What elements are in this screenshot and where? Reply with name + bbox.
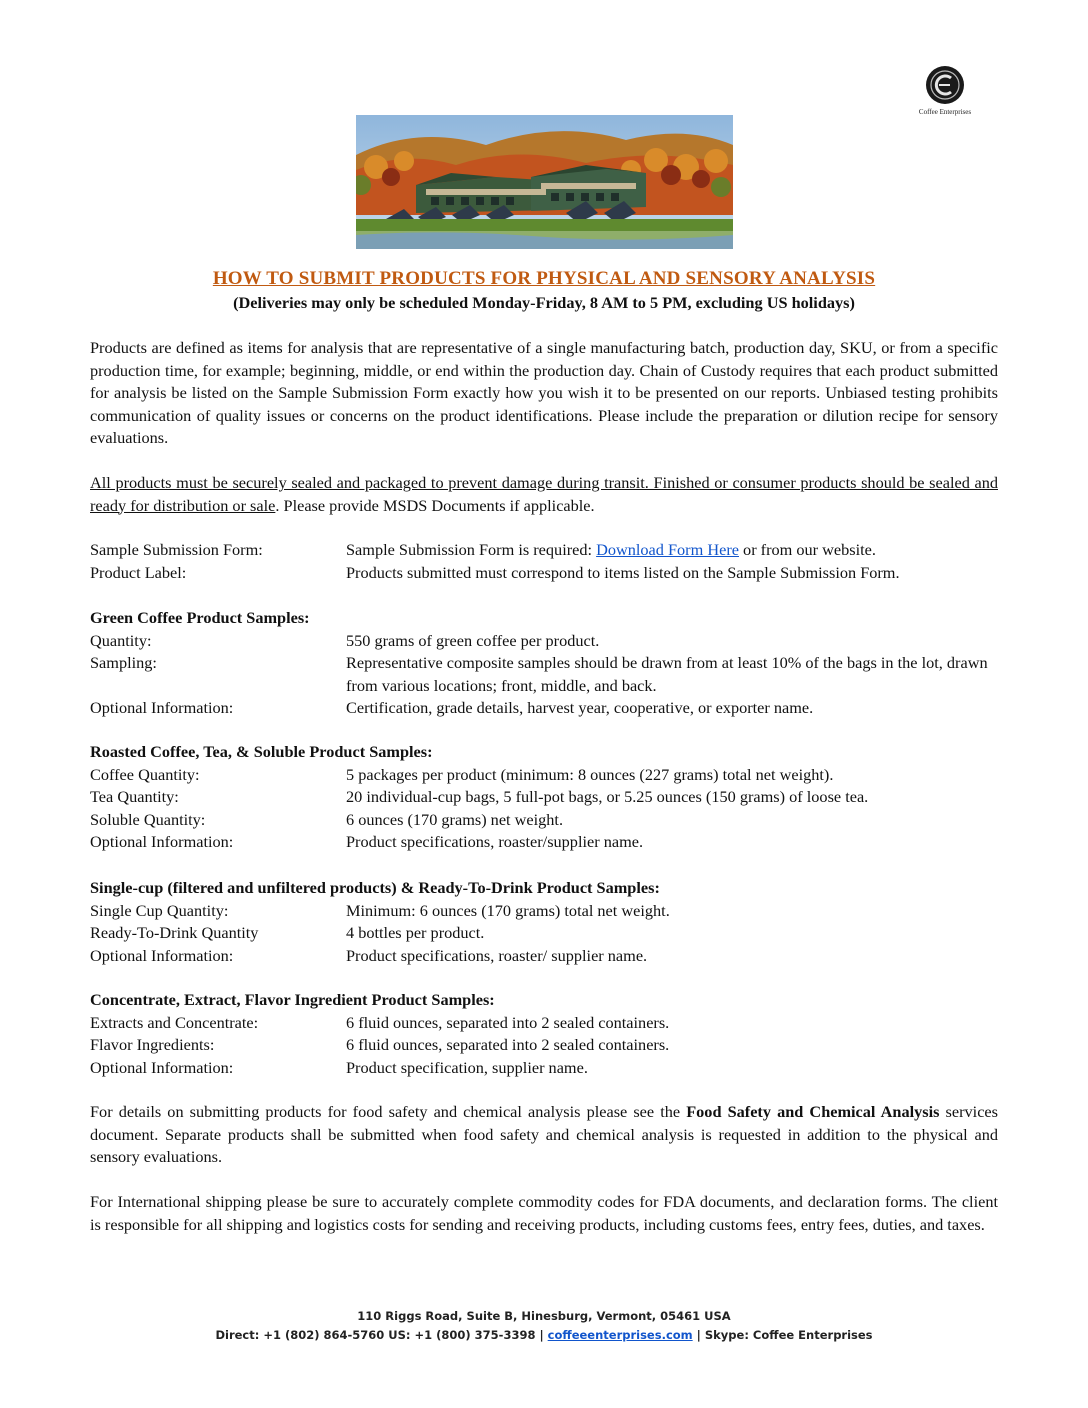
form-value-text: Sample Submission Form is required:: [346, 540, 597, 559]
food-safety-text: For details on submitting products for food safety and chemical analysis please see the: [90, 1102, 687, 1121]
row-label: Tea Quantity:: [90, 787, 179, 807]
row-value: Products submitted must correspond to items listed on the Sample Submission Form.: [346, 562, 900, 582]
row-label: Optional Information:: [90, 698, 234, 718]
row-label: Optional Information:: [90, 832, 234, 852]
spec-row: [90, 697, 998, 720]
green-coffee-section: [90, 607, 998, 720]
row-value: [346, 539, 998, 562]
row-value: 550 grams of green coffee per product.: [346, 630, 600, 650]
row-label: Coffee Quantity:: [90, 764, 200, 784]
row-value: 6 ounces (170 grams) net weight.: [346, 809, 564, 829]
food-safety-doc-name: Food Safety and Chemical Analysis: [686, 1102, 940, 1121]
spec-row: [90, 630, 998, 653]
packaging-underlined-text: All products must be securely sealed and packaged to prevent damage during transit. Finished or consumer products should be sealed and ready for distribution or sale: [90, 473, 998, 515]
food-safety-paragraph: [90, 1101, 998, 1169]
spec-row: [90, 900, 998, 923]
spec-row: [90, 945, 998, 968]
logo-text: Coffee Enterprises: [918, 108, 972, 116]
row-label: Optional Information:: [90, 945, 234, 965]
row-label: Optional Information:: [90, 1057, 234, 1077]
submission-block: [90, 539, 998, 584]
spec-row: [90, 922, 998, 945]
international-paragraph: For International shipping please be sure to accurately complete commodity codes for FDA documents, and declaration forms. The client is responsible for all shipping and logistics costs for sending and receiving products, including customs fees, entry fees, duties, and taxes.: [90, 1192, 998, 1234]
row-label: Product Label:: [90, 562, 187, 582]
footer-skype: | Skype: Coffee Enterprises: [692, 1328, 873, 1342]
spec-row: [90, 809, 998, 832]
row-label: Soluble Quantity:: [90, 809, 206, 829]
coffee-enterprises-logo-icon: [924, 64, 966, 106]
packaging-rest-text: . Please provide MSDS Documents if applicable.: [275, 495, 595, 515]
page-subtitle: (Deliveries may only be scheduled Monday-Friday, 8 AM to 5 PM, excluding US holidays): [233, 293, 855, 312]
food-safety-text-rest: services document. Separate products shall be submitted when food safety and chemical analysis is requested in addition to the physical and sensory evaluations.: [90, 1102, 998, 1167]
single-cup-section: [90, 877, 998, 967]
section-heading: Single-cup (filtered and unfiltered products) & Ready-To-Drink Product Samples:: [90, 878, 660, 897]
download-form-link[interactable]: Download Form Here: [596, 540, 739, 559]
row-value: Product specification, supplier name.: [346, 1057, 588, 1077]
spec-row: [90, 764, 998, 787]
section-heading: Green Coffee Product Samples:: [90, 608, 310, 627]
section-heading: Concentrate, Extract, Flavor Ingredient Product Samples:: [90, 990, 495, 1009]
row-label: Sampling:: [90, 653, 157, 673]
row-value: 4 bottles per product.: [346, 923, 485, 943]
row-label: Ready-To-Drink Quantity: [90, 923, 259, 943]
spec-row: [90, 652, 998, 697]
footer: [0, 1307, 1088, 1345]
row-label: Flavor Ingredients:: [90, 1035, 215, 1055]
row-value: 20 individual-cup bags, 5 full-pot bags, or 5.25 ounces (150 grams) of loose tea.: [346, 787, 869, 807]
form-value-suffix: or from our website.: [738, 540, 876, 559]
row-label: Extracts and Concentrate:: [90, 1012, 259, 1032]
product-label-row: [90, 562, 998, 585]
intro-paragraph: Products are defined as items for analysis that are representative of a single manufacturing batch, production day, SKU, or from a specific production time, for example; beginning, middle, or end within the production day. Chain of Custody requires that each product submitted for analysis be listed on the Sample Submission Form exactly how you wish it to be presented on our reports. Unbiased testing prohibits communication of quality issues or concerns on the product identifications. Please include the preparation or dilution recipe for sensory evaluations.: [90, 338, 998, 448]
spec-row: [90, 786, 998, 809]
row-value: Minimum: 6 ounces (170 grams) total net weight.: [346, 900, 670, 920]
spec-row: [90, 831, 998, 854]
row-value: Product specifications, roaster/ supplier name.: [346, 945, 648, 965]
company-logo: [910, 64, 980, 116]
footer-phones: Direct: +1 (802) 864-5760 US: +1 (800) 375-3398 |: [215, 1328, 548, 1342]
row-label: Quantity:: [90, 630, 152, 650]
roasted-section: [90, 741, 998, 854]
section-heading: Roasted Coffee, Tea, & Soluble Product Samples:: [90, 742, 433, 761]
building-photo: [356, 115, 733, 249]
row-label: Single Cup Quantity:: [90, 900, 229, 920]
row-value: 6 fluid ounces, separated into 2 sealed containers.: [346, 1035, 670, 1055]
row-value: Representative composite samples should be drawn from at least 10% of the bags in the lot, drawn from various locations; front, middle, and back.: [346, 653, 988, 695]
footer-address: 110 Riggs Road, Suite B, Hinesburg, Vermont, 05461 USA: [357, 1309, 731, 1323]
spec-row: [90, 1057, 998, 1080]
row-value: 6 fluid ounces, separated into 2 sealed containers.: [346, 1012, 670, 1032]
packaging-paragraph: [90, 472, 998, 517]
row-value: Product specifications, roaster/supplier name.: [346, 832, 644, 852]
row-value: 5 packages per product (minimum: 8 ounces (227 grams) total net weight).: [346, 764, 834, 784]
spec-row: [90, 1012, 998, 1035]
website-link[interactable]: coffeeenterprises.com: [547, 1328, 693, 1342]
page-title: HOW TO SUBMIT PRODUCTS FOR PHYSICAL AND SENSORY ANALYSIS: [212, 268, 876, 289]
row-label: Sample Submission Form:: [90, 540, 263, 559]
concentrate-section: [90, 989, 998, 1079]
row-value: Certification, grade details, harvest year, cooperative, or exporter name.: [346, 698, 814, 718]
submission-form-row: [90, 539, 998, 562]
footer-contacts: [0, 1326, 1088, 1345]
spec-row: [90, 1034, 998, 1057]
